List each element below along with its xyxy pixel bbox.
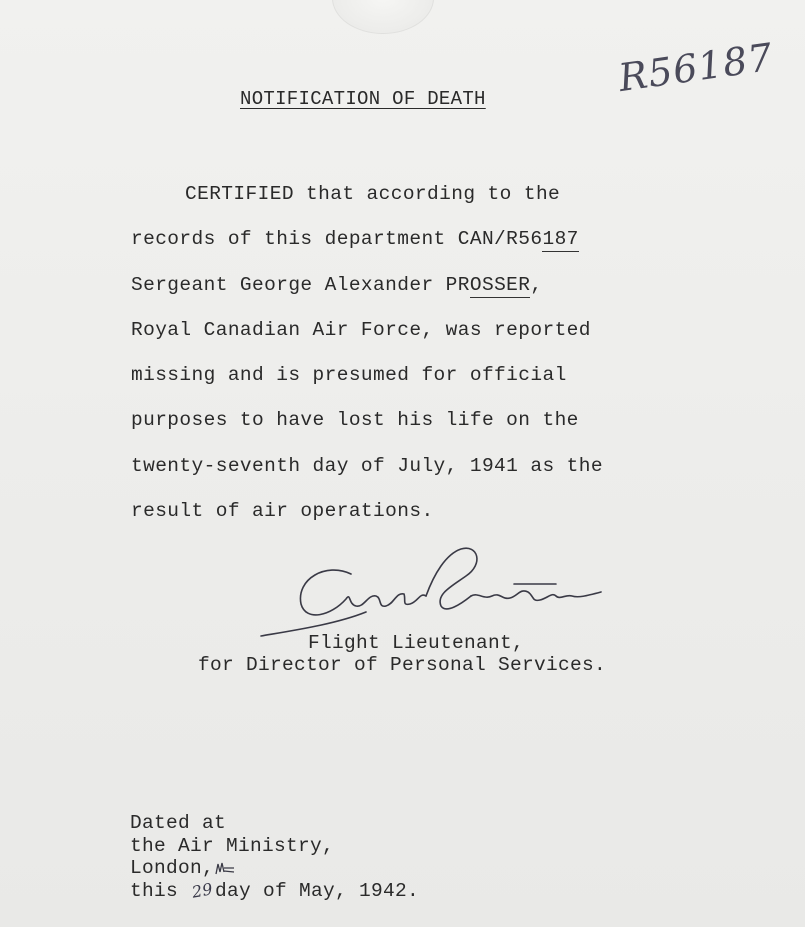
underlined-service-number: 187 — [542, 228, 579, 251]
underlined-surname: OSSER — [469, 273, 531, 296]
handwritten-signature — [256, 534, 606, 644]
dated-line: this 29day of May, 1942. — [130, 880, 419, 903]
signatory-role: for Director of Personal Services. — [198, 654, 607, 676]
handwritten-day: 29 — [190, 878, 215, 902]
body-line: twenty-seventh day of July, 1941 as the — [131, 454, 603, 477]
dated-line: London, — [130, 857, 419, 880]
embossed-seal — [332, 0, 434, 34]
body-line: missing and is presumed for official — [131, 364, 567, 387]
body-line: result of air operations. — [131, 500, 434, 523]
signatory-block — [198, 632, 606, 676]
dated-line: the Air Ministry, — [130, 834, 335, 857]
signatory-rank: Flight Lieutenant, — [308, 632, 525, 654]
body-line: records of this department CAN/R56187 — [131, 228, 579, 251]
body-line: Royal Canadian Air Force, was reported — [131, 318, 591, 341]
handwritten-reference: R56187 — [615, 34, 776, 100]
dated-block — [130, 812, 419, 902]
document-title: NOTIFICATION OF DEATH — [240, 88, 486, 110]
body-line: Sergeant George Alexander PROSSER, — [131, 273, 543, 296]
ink-scribble — [214, 860, 236, 876]
dated-line: Dated at — [130, 812, 227, 834]
body-line: purposes to have lost his life on the — [131, 409, 579, 432]
body-line: CERTIFIED that according to the — [185, 183, 561, 205]
certificate-body — [131, 172, 751, 534]
